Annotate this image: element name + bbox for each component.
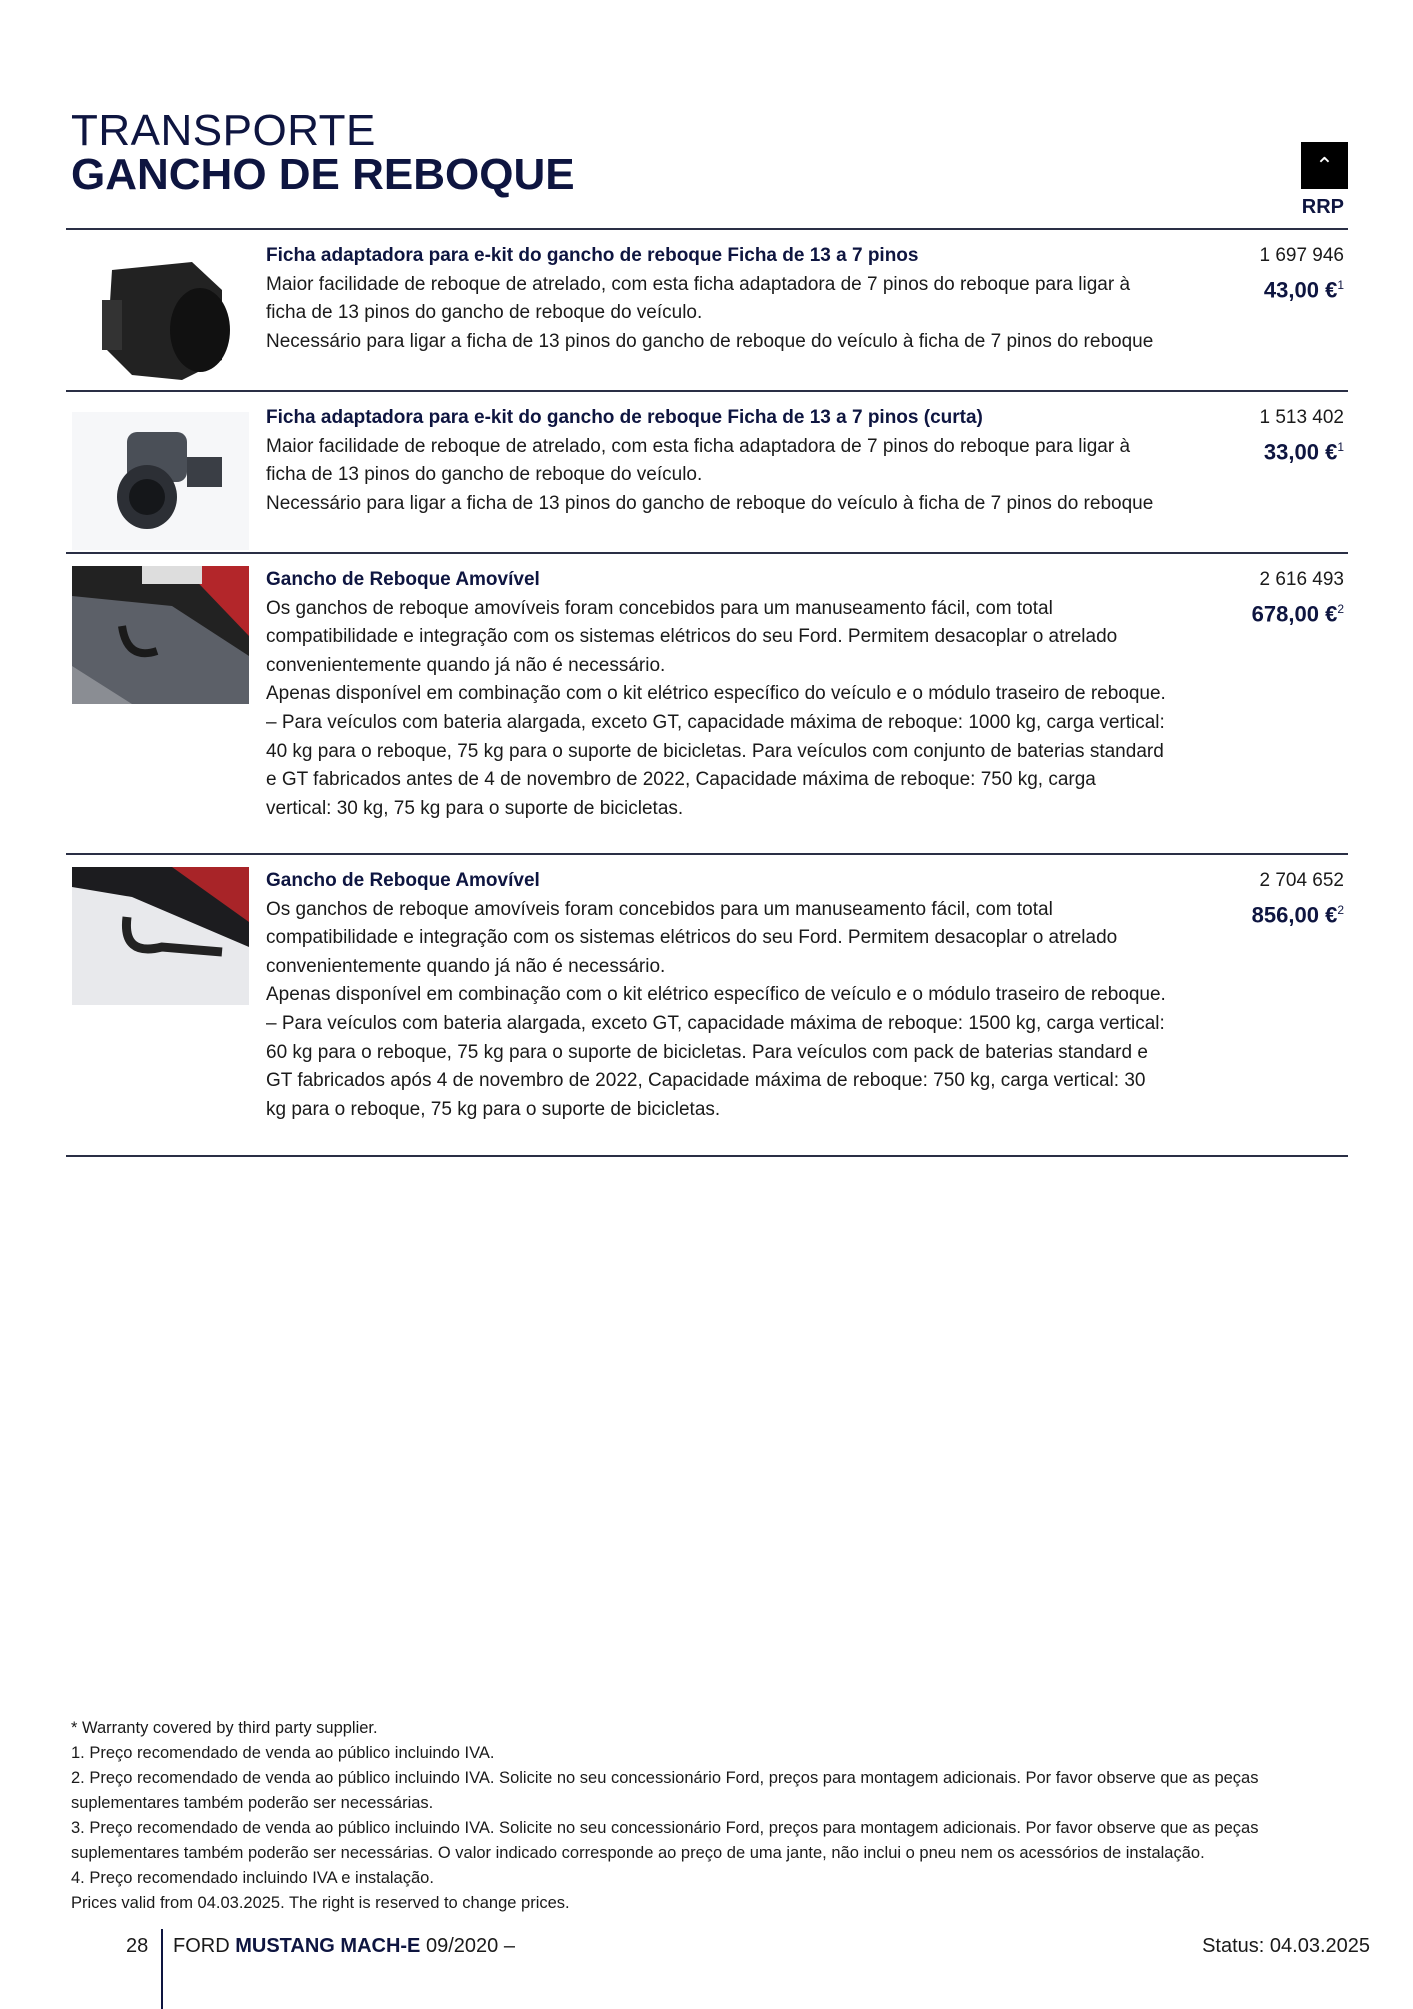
footnote: 2. Preço recomendado de venda ao público incluindo IVA. Solicite no seu concessionário Ford, preços para montagem adicionais. Por favor observe que as peças suplementares também poderão ser necessárias. — [71, 1769, 1259, 1812]
footer-divider — [161, 1929, 163, 2009]
part-number: 2 704 652 — [1259, 870, 1344, 891]
section-category: TRANSPORTE — [71, 106, 376, 155]
product-name: Gancho de Reboque Amovível — [266, 569, 540, 590]
chevron-up-icon: ⌃ — [1315, 152, 1334, 178]
footnote: Prices valid from 04.03.2025. The right is reserved to change prices. — [71, 1894, 570, 1912]
product-name: Ficha adaptadora para e-kit do gancho de reboque Ficha de 13 a 7 pinos (curta) — [266, 407, 983, 428]
product-name: Gancho de Reboque Amovível — [266, 870, 540, 891]
product-note: Necessário para ligar a ficha de 13 pinos do gancho de reboque do veículo à ficha de 7 pinos do reboque — [266, 492, 1154, 514]
product-description: Os ganchos de reboque amovíveis foram concebidos para um manuseamento fácil, com total compatibilidade e integração com os sistemas elétricos do seu Ford. Permitem desacoplar o atrelado convenientemente quando já não é necessário. — [266, 597, 1118, 676]
rrp-column-header: RRP — [1301, 196, 1344, 218]
tow-hook-image — [72, 867, 249, 1005]
product-price: 678,00 €$^2$ — [1251, 601, 1344, 627]
footnote: 4. Preço recomendado incluindo IVA e instalação. — [71, 1869, 434, 1887]
footnote: * Warranty covered by third party supplier. — [71, 1719, 378, 1737]
part-number: 1 697 946 — [1259, 245, 1344, 266]
back-to-top-button[interactable] — [1301, 142, 1348, 189]
divider — [66, 552, 1348, 554]
part-number: 1 513 402 — [1259, 407, 1344, 428]
product-note: Necessário para ligar a ficha de 13 pinos do gancho de reboque do veículo à ficha de 7 pinos do reboque — [266, 330, 1154, 352]
product-price: 33,00 €$^1$ — [1263, 439, 1344, 465]
divider — [66, 853, 1348, 855]
product-description: Maior facilidade de reboque de atrelado, com esta ficha adaptadora de 7 pinos do reboque para ligar à ficha de 13 pinos do gancho de reboque do veículo. — [266, 273, 1131, 324]
product-note: Apenas disponível em combinação com o kit elétrico específico de veículo e o módulo traseiro de reboque. – Para veículos com bateria alargada, exceto GT, capacidade máxima de reboque: 1500 kg, carga vertical: 60 kg para o reboque, 75 kg para o suporte de bicicletas. Para veículos com pack de baterias standard e GT fabricados após 4 de novembro de 2022, Capacidade máxima de reboque: 750 kg, carga vertical: 30 kg para o reboque, 75 kg para o suporte de bicicletas. — [266, 984, 1166, 1120]
status-date: Status: 04.03.2025 — [1202, 1935, 1370, 1957]
product-price: 43,00 €$^1$ — [1263, 277, 1344, 303]
short-adapter-plug-image — [72, 412, 249, 550]
divider — [66, 390, 1348, 392]
product-description: Os ganchos de reboque amovíveis foram concebidos para um manuseamento fácil, com total compatibilidade e integração com os sistemas elétricos do seu Ford. Permitem desacoplar o atrelado convenientemente quando já não é necessário. — [266, 898, 1118, 977]
adapter-plug-image — [72, 250, 249, 388]
divider — [66, 228, 1348, 230]
part-number: 2 616 493 — [1259, 569, 1344, 590]
product-description: Maior facilidade de reboque de atrelado, com esta ficha adaptadora de 7 pinos do reboque para ligar à ficha de 13 pinos do gancho de reboque do veículo. — [266, 435, 1131, 486]
product-name: Ficha adaptadora para e-kit do gancho de reboque Ficha de 13 a 7 pinos — [266, 245, 919, 266]
product-price: 856,00 €$^2$ — [1251, 902, 1344, 928]
footer-brand: FORD MUSTANG MACH-E 09/2020 – — [173, 1935, 515, 1957]
divider — [66, 1155, 1348, 1157]
footnotes — [71, 1716, 1371, 1916]
footnote: 1. Preço recomendado de venda ao público incluindo IVA. — [71, 1744, 495, 1762]
tow-hook-image — [72, 566, 249, 704]
page-number: 28 — [126, 1935, 149, 1957]
footnote: 3. Preço recomendado de venda ao público incluindo IVA. Solicite no seu concessionário Ford, preços para montagem adicionais. Por favor observe que as peças suplementares também poderão ser necessárias. O valor indicado corresponde ao preço de uma jante, não inclui o pneu nem os acessórios de instalação. — [71, 1819, 1259, 1862]
page-title: GANCHO DE REBOQUE — [71, 150, 575, 199]
product-note: Apenas disponível em combinação com o kit elétrico específico do veículo e o módulo traseiro de reboque. – Para veículos com bateria alargada, exceto GT, capacidade máxima de reboque: 1000 kg, carga vertical: 40 kg para o reboque, 75 kg para o suporte de bicicletas. Para veículos com conjunto de baterias standard e GT fabricados antes de 4 de novembro de 2022, Capacidade máxima de reboque: 750 kg, carga vertical: 30 kg, 75 kg para o suporte de bicicletas. — [266, 683, 1166, 819]
